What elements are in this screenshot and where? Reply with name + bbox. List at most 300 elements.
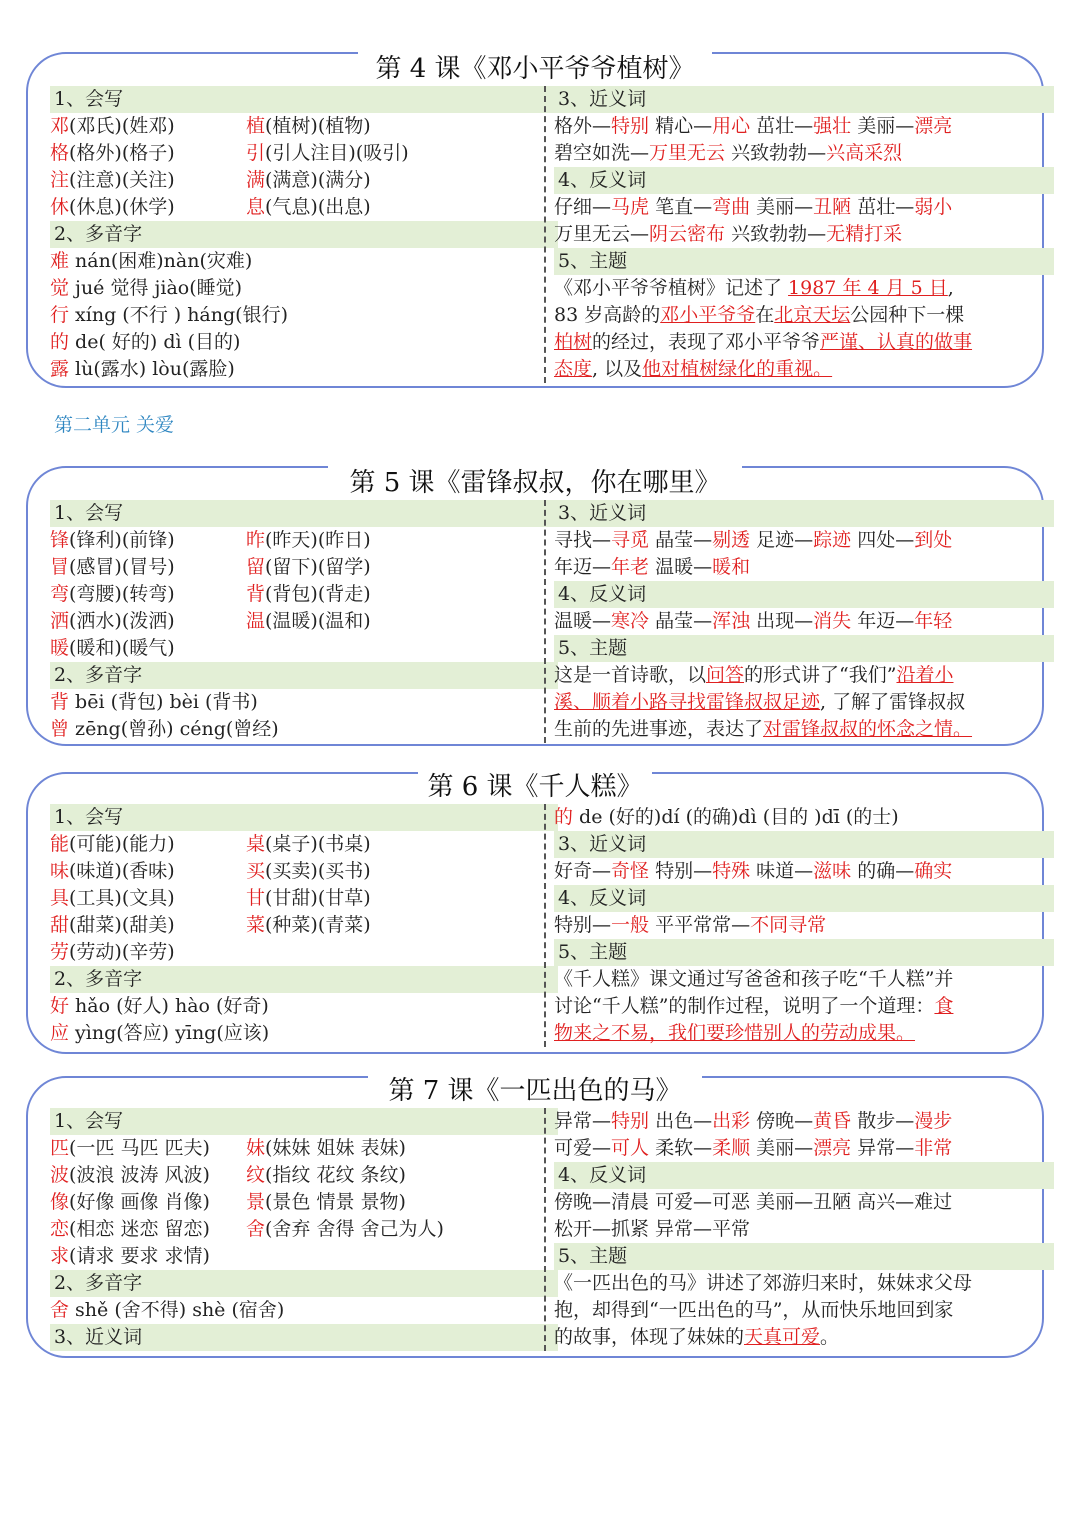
- write-entry: [50, 912, 246, 939]
- theme-part: , 以及: [592, 358, 643, 380]
- lesson-4-left-column: [50, 86, 558, 383]
- theme-part: 邓小平爷爷: [660, 304, 756, 326]
- section-header: 1、会写: [50, 804, 558, 831]
- write-words: (种菜)(青菜): [265, 914, 371, 936]
- theme-part: 抱，却得到“一匹出色的马”，从而快乐地回到家: [554, 1299, 954, 1321]
- section-header: 3、近义词: [50, 1324, 558, 1351]
- synonym-row: [554, 858, 1054, 885]
- write-row: [50, 167, 558, 194]
- antonym-row-part: 阴云密布: [649, 223, 726, 245]
- polyphone-char: 露: [50, 358, 70, 380]
- polyphone-readings: de (好的)dí (的确)dì (目的 )dī (的士): [573, 806, 899, 828]
- write-words: (满意)(满分): [265, 169, 371, 191]
- synonym-row: [554, 140, 1054, 167]
- synonym-row-part: 年迈—: [554, 556, 612, 578]
- theme-part: 1987 年 4 月 5 日: [788, 277, 948, 299]
- theme-line: [554, 302, 1054, 329]
- theme-line: [554, 356, 1054, 383]
- write-words: (工具)(文具): [69, 887, 175, 909]
- antonym-row: [554, 221, 1054, 248]
- write-entry: [246, 1216, 444, 1243]
- synonym-row-part: 美丽—: [750, 1137, 814, 1159]
- write-char: 波: [50, 1164, 70, 1186]
- synonym-row-part: 确实: [914, 860, 953, 882]
- write-entry: [50, 1135, 246, 1162]
- antonym-row-part: 仔细—: [554, 196, 612, 218]
- synonym-row-part: 漂亮: [813, 1137, 852, 1159]
- synonym-row: [554, 554, 1054, 581]
- synonym-row-part: 特殊: [712, 860, 751, 882]
- synonym-row-part: 特别: [611, 115, 650, 137]
- write-words: (劳动)(辛劳): [69, 941, 175, 963]
- write-row: [50, 113, 558, 140]
- lesson-5-left-column: [50, 500, 558, 743]
- write-char: 妹: [246, 1137, 266, 1159]
- antonym-row-part: 消失: [813, 610, 852, 632]
- synonym-row-part: 年老: [611, 556, 650, 578]
- write-entry: [50, 194, 246, 221]
- write-char: 邓: [50, 115, 70, 137]
- synonym-row-part: 寻找—: [554, 529, 612, 551]
- antonym-row-part: 松开—抓紧 异常—平常: [554, 1218, 751, 1240]
- write-row: [50, 1189, 558, 1216]
- synonym-row-part: 柔软—: [649, 1137, 713, 1159]
- synonym-row-part: 剔透: [712, 529, 751, 551]
- lesson-4-card: [26, 52, 1044, 388]
- synonym-row-part: 出彩: [712, 1110, 751, 1132]
- antonym-row-part: 弯曲: [712, 196, 751, 218]
- antonym-row-part: 浑浊: [712, 610, 751, 632]
- write-words: (妹妹 姐妹 表妹): [265, 1137, 406, 1159]
- polyphone-row: [50, 1020, 558, 1047]
- theme-part: 他对植树绿化的重视。: [642, 358, 833, 380]
- synonym-row-part: 奇怪: [611, 860, 650, 882]
- polyphone-char: 应: [50, 1022, 70, 1044]
- write-entry: [50, 1243, 246, 1270]
- synonym-row-part: 万里无云: [649, 142, 726, 164]
- write-entry: [50, 1189, 246, 1216]
- write-words: (可能)(能力): [69, 833, 175, 855]
- write-words: (景色 情景 景物): [265, 1191, 406, 1213]
- write-char: 甘: [246, 887, 266, 909]
- antonym-row-part: 年轻: [914, 610, 953, 632]
- write-char: 买: [246, 860, 266, 882]
- antonym-row-part: 年迈—: [851, 610, 915, 632]
- synonym-row-part: 可人: [611, 1137, 650, 1159]
- write-row: [50, 554, 558, 581]
- lesson-4-title: 第 4 课《邓小平爷爷植树》: [358, 52, 712, 86]
- theme-part: ,: [947, 277, 954, 299]
- polyphone-char: 曾: [50, 718, 70, 740]
- write-row: [50, 912, 558, 939]
- theme-part: 83 岁高龄的: [554, 304, 661, 326]
- polyphone-readings: jué 觉得 jiào(睡觉): [69, 277, 243, 299]
- section-header: 2、多音字: [50, 1270, 558, 1297]
- write-row: [50, 527, 558, 554]
- lesson-4-right-column: [544, 86, 1054, 383]
- section-header: 4、反义词: [554, 885, 1054, 912]
- write-words: (锋利)(前锋): [69, 529, 175, 551]
- antonym-row-part: 马虎: [611, 196, 650, 218]
- write-char: 恋: [50, 1218, 70, 1240]
- synonym-row-part: 特别: [611, 1110, 650, 1132]
- write-words: (甜菜)(甜美): [69, 914, 175, 936]
- write-char: 昨: [246, 529, 266, 551]
- write-row: [50, 939, 558, 966]
- theme-line: [554, 689, 1054, 716]
- synonym-row-part: 碧空如洗—: [554, 142, 650, 164]
- synonym-row-part: 格外—: [554, 115, 612, 137]
- write-entry: [246, 167, 371, 194]
- synonym-row-part: 寻觅: [611, 529, 650, 551]
- write-char: 格: [50, 142, 70, 164]
- section-header: 1、会写: [50, 86, 558, 113]
- write-char: 背: [246, 583, 266, 605]
- write-row: [50, 1162, 558, 1189]
- polyphone-char: 的: [554, 806, 574, 828]
- write-char: 洒: [50, 610, 70, 632]
- theme-line: [554, 1020, 1054, 1047]
- theme-part: 天真可爱: [744, 1326, 821, 1348]
- theme-line: [554, 966, 1054, 993]
- write-entry: [246, 1135, 406, 1162]
- antonym-row-part: 弱小: [914, 196, 953, 218]
- theme-part: 的故事，体现了妹妹的: [554, 1326, 745, 1348]
- synonym-row-part: 漂亮: [914, 115, 953, 137]
- polyphone-readings: nán(困难)nàn(灾难): [69, 250, 253, 272]
- synonym-row: [554, 113, 1054, 140]
- write-words: (指纹 花纹 条纹): [265, 1164, 406, 1186]
- polyphone-row: [50, 716, 558, 743]
- synonym-row-part: 漫步: [914, 1110, 953, 1132]
- theme-part: 讨论“千人糕”的制作过程，说明了一个道理：: [554, 995, 935, 1017]
- theme-part: 食: [934, 995, 954, 1017]
- theme-part: 在: [755, 304, 775, 326]
- antonym-row-part: 万里无云—: [554, 223, 650, 245]
- theme-part: 《一匹出色的马》讲述了郊游归来时，妹妹求父母: [554, 1272, 973, 1294]
- polyphone-char: 行: [50, 304, 70, 326]
- lesson-5-title: 第 5 课《雷锋叔叔，你在哪里》: [328, 466, 742, 500]
- synonym-row-part: 茁壮—: [750, 115, 814, 137]
- lesson-6-card: [26, 772, 1044, 1054]
- write-row: [50, 1135, 558, 1162]
- polyphone-readings: zēng(曾孙) céng(曾经): [69, 718, 279, 740]
- lesson-7-left-column: [50, 1108, 558, 1351]
- write-words: (格外)(格子): [69, 142, 175, 164]
- polyphone-readings: xíng (不行 ) háng(银行): [69, 304, 288, 326]
- polyphone-row: [50, 993, 558, 1020]
- write-words: (请求 要求 求情): [69, 1245, 210, 1267]
- theme-line: [554, 993, 1054, 1020]
- antonym-row-part: 平平常常—: [649, 914, 751, 936]
- section-header: 3、近义词: [554, 831, 1054, 858]
- lesson-5-card: [26, 466, 1044, 746]
- theme-part: 的经过，表现了邓小平爷爷: [592, 331, 821, 353]
- write-entry: [246, 912, 371, 939]
- polyphone-row: [50, 1297, 558, 1324]
- synonym-row-part: 踪迹: [813, 529, 852, 551]
- write-entry: [246, 194, 371, 221]
- write-char: 注: [50, 169, 70, 191]
- antonym-row-part: 出现—: [750, 610, 814, 632]
- write-entry: [246, 1162, 406, 1189]
- synonym-row-part: 暖和: [712, 556, 751, 578]
- write-char: 锋: [50, 529, 70, 551]
- theme-part: 溪、顺着小路寻找雷锋叔叔足迹: [554, 691, 821, 713]
- section-header: 4、反义词: [554, 1162, 1054, 1189]
- write-char: 植: [246, 115, 266, 137]
- write-char: 具: [50, 887, 70, 909]
- write-row: [50, 581, 558, 608]
- antonym-row: [554, 1216, 1054, 1243]
- write-entry: [50, 113, 246, 140]
- write-entry: [50, 581, 246, 608]
- synonym-row-part: 黄昏: [813, 1110, 852, 1132]
- write-words: (相恋 迷恋 留恋): [69, 1218, 210, 1240]
- write-char: 劳: [50, 941, 70, 963]
- polyphone-readings: hǎo (好人) hào (好奇): [69, 995, 269, 1017]
- lesson-5-right-column: [544, 500, 1054, 743]
- write-words: (昨天)(昨日): [265, 529, 371, 551]
- write-row: [50, 885, 558, 912]
- write-char: 息: [246, 196, 266, 218]
- write-entry: [246, 608, 371, 635]
- write-words: (甘甜)(甘草): [265, 887, 371, 909]
- section-header: 2、多音字: [50, 221, 558, 248]
- theme-line: [554, 662, 1054, 689]
- synonym-row-part: 出色—: [649, 1110, 713, 1132]
- synonym-row-part: 到处: [914, 529, 953, 551]
- write-entry: [50, 608, 246, 635]
- polyphone-readings: de( 好的) dì (目的): [69, 331, 241, 353]
- theme-part: 柏树: [554, 331, 593, 353]
- write-entry: [50, 1216, 246, 1243]
- write-row: [50, 1243, 558, 1270]
- lesson-6-left-column: [50, 804, 558, 1047]
- write-row: [50, 140, 558, 167]
- theme-part: 。: [820, 1326, 840, 1348]
- antonym-row-part: 美丽—: [750, 196, 814, 218]
- write-char: 求: [50, 1245, 70, 1267]
- lesson-6-title: 第 6 课《千人糕》: [418, 770, 652, 804]
- section-header: 4、反义词: [554, 167, 1054, 194]
- write-char: 暖: [50, 637, 70, 659]
- write-words: (背包)(背走): [265, 583, 371, 605]
- write-entry: [50, 858, 246, 885]
- polyphone-char: 舍: [50, 1299, 70, 1321]
- lesson-7-right-column: [544, 1108, 1054, 1351]
- theme-line: [554, 329, 1054, 356]
- polyphone-readings: yìng(答应) yīng(应该): [69, 1022, 270, 1044]
- write-entry: [246, 554, 371, 581]
- write-words: (引人注目)(吸引): [265, 142, 409, 164]
- section-header: 2、多音字: [50, 966, 558, 993]
- polyphone-row: [554, 804, 1054, 831]
- polyphone-readings: lù(露水) lòu(露脸): [69, 358, 235, 380]
- write-char: 甜: [50, 914, 70, 936]
- antonym-row-part: 晶莹—: [649, 610, 713, 632]
- write-char: 匹: [50, 1137, 70, 1159]
- write-entry: [50, 527, 246, 554]
- polyphone-row: [50, 248, 558, 275]
- write-entry: [246, 831, 371, 858]
- polyphone-char: 的: [50, 331, 70, 353]
- theme-part: 对雷锋叔叔的怀念之情。: [763, 718, 973, 740]
- antonym-row-part: 丑陋: [813, 196, 852, 218]
- write-words: (植树)(植物): [265, 115, 371, 137]
- theme-line: [554, 716, 1054, 743]
- antonym-row-part: 兴致勃勃—: [725, 223, 827, 245]
- polyphone-char: 觉: [50, 277, 70, 299]
- theme-part: 严谨、认真的做事: [820, 331, 973, 353]
- synonym-row-part: 强壮: [813, 115, 852, 137]
- synonym-row-part: 兴高采烈: [826, 142, 903, 164]
- theme-part: 北京天坛: [774, 304, 851, 326]
- section-header: 1、会写: [50, 1108, 558, 1135]
- section-header: 5、主题: [554, 1243, 1054, 1270]
- write-words: (感冒)(冒号): [69, 556, 175, 578]
- write-entry: [50, 831, 246, 858]
- synonym-row-part: 的确—: [851, 860, 915, 882]
- polyphone-readings: bēi (背包) bèi (背书): [69, 691, 258, 713]
- synonym-row-part: 兴致勃勃—: [725, 142, 827, 164]
- synonym-row-part: 温暖—: [649, 556, 713, 578]
- write-row: [50, 194, 558, 221]
- write-entry: [246, 527, 371, 554]
- antonym-row-part: 寒冷: [611, 610, 650, 632]
- polyphone-char: 好: [50, 995, 70, 1017]
- write-words: (温暖)(温和): [265, 610, 371, 632]
- write-entry: [246, 140, 409, 167]
- section-header: 1、会写: [50, 500, 558, 527]
- synonym-row-part: 好奇—: [554, 860, 612, 882]
- antonym-row: [554, 1189, 1054, 1216]
- polyphone-readings: shě (舍不得) shè (宿舍): [69, 1299, 285, 1321]
- lesson-7-title: 第 7 课《一匹出色的马》: [368, 1074, 702, 1108]
- write-row: [50, 608, 558, 635]
- synonym-row-part: 精心—: [649, 115, 713, 137]
- polyphone-char: 背: [50, 691, 70, 713]
- synonym-row-part: 柔顺: [712, 1137, 751, 1159]
- synonym-row-part: 滋味: [813, 860, 852, 882]
- synonym-row-part: 可爱—: [554, 1137, 612, 1159]
- theme-part: 生前的先进事迹，表达了: [554, 718, 764, 740]
- write-char: 景: [246, 1191, 266, 1213]
- polyphone-row: [50, 356, 558, 383]
- antonym-row-part: 无精打采: [826, 223, 903, 245]
- antonym-row-part: 茁壮—: [851, 196, 915, 218]
- write-entry: [50, 939, 246, 966]
- write-row: [50, 1216, 558, 1243]
- antonym-row: [554, 912, 1054, 939]
- write-char: 能: [50, 833, 70, 855]
- antonym-row-part: 特别—: [554, 914, 612, 936]
- write-words: (留下)(留学): [265, 556, 371, 578]
- write-words: (邓氏)(姓邓): [69, 115, 175, 137]
- theme-line: [554, 1270, 1054, 1297]
- lesson-7-card: [26, 1076, 1044, 1358]
- section-header: 5、主题: [554, 635, 1054, 662]
- write-char: 冒: [50, 556, 70, 578]
- write-char: 引: [246, 142, 266, 164]
- section-header: 3、近义词: [554, 86, 1054, 113]
- antonym-row-part: 傍晚—清晨 可爱—可恶 美丽—丑陋 高兴—难过: [554, 1191, 953, 1213]
- write-entry: [246, 858, 371, 885]
- theme-part: 的形式讲了“我们”: [744, 664, 897, 686]
- theme-line: [554, 1297, 1054, 1324]
- write-words: (洒水)(泼洒): [69, 610, 175, 632]
- polyphone-row: [50, 302, 558, 329]
- synonym-row-part: 味道—: [750, 860, 814, 882]
- write-entry: [246, 581, 371, 608]
- theme-part: 沿着小: [896, 664, 954, 686]
- theme-part: , 了解了雷锋叔叔: [820, 691, 966, 713]
- write-char: 像: [50, 1191, 70, 1213]
- write-row: [50, 635, 558, 662]
- synonym-row-part: 散步—: [851, 1110, 915, 1132]
- write-words: (暖和)(暖气): [69, 637, 175, 659]
- write-words: (弯腰)(转弯): [69, 583, 175, 605]
- section-header: 3、近义词: [554, 500, 1054, 527]
- synonym-row-part: 异常—: [554, 1110, 612, 1132]
- write-words: (休息)(休学): [69, 196, 175, 218]
- antonym-row: [554, 608, 1054, 635]
- synonym-row-part: 晶莹—: [649, 529, 713, 551]
- write-entry: [246, 885, 371, 912]
- theme-line: [554, 275, 1054, 302]
- unit-label: 第二单元 关爱: [54, 414, 175, 436]
- section-header: 5、主题: [554, 248, 1054, 275]
- synonym-row-part: 美丽—: [851, 115, 915, 137]
- antonym-row-part: 温暖—: [554, 610, 612, 632]
- theme-part: 态度: [554, 358, 593, 380]
- polyphone-row: [50, 275, 558, 302]
- write-char: 味: [50, 860, 70, 882]
- theme-part: 《千人糕》课文通过写爸爸和孩子吃“千人糕”并: [554, 968, 954, 990]
- synonym-row-part: 足迹—: [750, 529, 814, 551]
- section-header: 2、多音字: [50, 662, 558, 689]
- write-row: [50, 831, 558, 858]
- theme-line: [554, 1324, 1054, 1351]
- write-char: 弯: [50, 583, 70, 605]
- write-entry: [50, 635, 246, 662]
- write-words: (一匹 马匹 匹夫): [69, 1137, 210, 1159]
- synonym-row-part: 傍晚—: [750, 1110, 814, 1132]
- write-char: 桌: [246, 833, 266, 855]
- write-words: (桌子)(书桌): [265, 833, 371, 855]
- write-words: (好像 画像 肖像): [69, 1191, 210, 1213]
- polyphone-row: [50, 329, 558, 356]
- write-words: (舍弃 舍得 舍己为人): [265, 1218, 444, 1240]
- write-words: (注意)(关注): [69, 169, 175, 191]
- write-entry: [50, 554, 246, 581]
- write-char: 留: [246, 556, 266, 578]
- write-words: (味道)(香味): [69, 860, 175, 882]
- antonym-row-part: 一般: [611, 914, 650, 936]
- theme-part: 《邓小平爷爷植树》记述了: [554, 277, 789, 299]
- write-char: 休: [50, 196, 70, 218]
- write-words: (气息)(出息): [265, 196, 371, 218]
- synonym-row: [554, 527, 1054, 554]
- polyphone-row: [50, 689, 558, 716]
- write-char: 温: [246, 610, 266, 632]
- theme-part: 问答: [706, 664, 745, 686]
- lesson-6-right-column: [544, 804, 1054, 1047]
- synonym-row: [554, 1108, 1054, 1135]
- write-entry: [50, 140, 246, 167]
- polyphone-char: 难: [50, 250, 70, 272]
- theme-part: 这是一首诗歌，以: [554, 664, 707, 686]
